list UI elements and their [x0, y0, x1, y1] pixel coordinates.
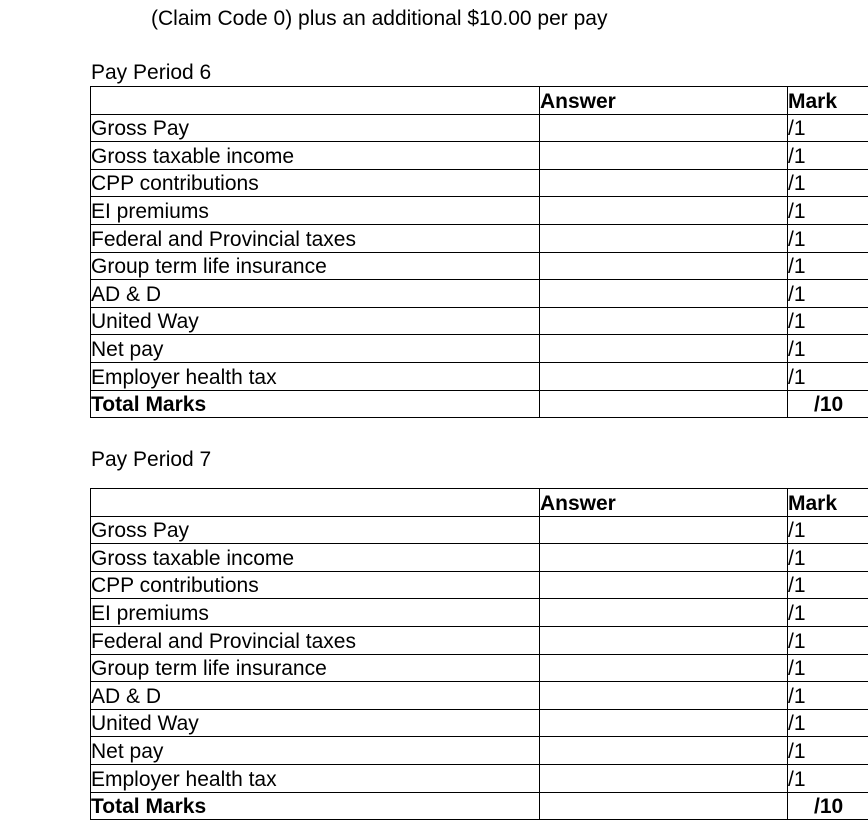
row-label: EI premiums [91, 197, 540, 225]
mark-cell: /1 [788, 682, 868, 710]
mark-cell: /1 [788, 709, 868, 737]
row-label: Net pay [91, 737, 540, 765]
row-label: Employer health tax [91, 362, 540, 390]
header-answer: Answer [540, 489, 788, 517]
answer-cell[interactable] [540, 709, 788, 737]
table-row [91, 764, 868, 792]
answer-cell[interactable] [540, 335, 788, 363]
table-row [91, 362, 868, 390]
mark-cell: /1 [788, 571, 868, 599]
table-row [91, 169, 868, 197]
table-row [91, 280, 868, 308]
header-label-cell [91, 489, 540, 517]
mark-cell: /1 [788, 516, 868, 544]
answer-cell[interactable] [540, 654, 788, 682]
mark-cell: /1 [788, 737, 868, 765]
table-row [91, 307, 868, 335]
table-row [91, 571, 868, 599]
table-row [91, 544, 868, 572]
header-answer: Answer [540, 87, 788, 115]
answer-cell[interactable] [540, 307, 788, 335]
total-answer-cell[interactable] [540, 390, 788, 418]
table-row [91, 737, 868, 765]
answer-cell[interactable] [540, 599, 788, 627]
mark-cell: /1 [788, 654, 868, 682]
answer-cell[interactable] [540, 626, 788, 654]
row-label: EI premiums [91, 599, 540, 627]
header-label-cell [91, 87, 540, 115]
table-row [91, 335, 868, 363]
row-label: United Way [91, 709, 540, 737]
row-label: Gross taxable income [91, 544, 540, 572]
mark-cell: /1 [788, 197, 868, 225]
table-row [91, 654, 868, 682]
row-label: CPP contributions [91, 169, 540, 197]
table-row [91, 709, 868, 737]
row-label: Gross Pay [91, 516, 540, 544]
row-label: United Way [91, 307, 540, 335]
total-mark: /10 [788, 390, 868, 418]
table-row [91, 197, 868, 225]
answer-cell[interactable] [540, 571, 788, 599]
mark-cell: /1 [788, 599, 868, 627]
answer-cell[interactable] [540, 142, 788, 170]
mark-cell: /1 [788, 252, 868, 280]
marks-table-pay-period-7 [90, 488, 868, 820]
row-label: CPP contributions [91, 571, 540, 599]
mark-cell: /1 [788, 362, 868, 390]
total-label: Total Marks [91, 390, 540, 418]
mark-cell: /1 [788, 626, 868, 654]
answer-cell[interactable] [540, 252, 788, 280]
mark-cell: /1 [788, 224, 868, 252]
table-row [91, 252, 868, 280]
table-row [91, 114, 868, 142]
table-header-row [91, 87, 868, 115]
answer-cell[interactable] [540, 362, 788, 390]
answer-cell[interactable] [540, 197, 788, 225]
section-title-pay-period-7: Pay Period 7 [91, 448, 212, 471]
answer-cell[interactable] [540, 737, 788, 765]
answer-cell[interactable] [540, 224, 788, 252]
header-mark: Mark [788, 489, 868, 517]
total-answer-cell[interactable] [540, 792, 788, 820]
mark-cell: /1 [788, 544, 868, 572]
answer-cell[interactable] [540, 764, 788, 792]
row-label: Federal and Provincial taxes [91, 626, 540, 654]
answer-cell[interactable] [540, 169, 788, 197]
answer-cell[interactable] [540, 280, 788, 308]
total-row [91, 390, 868, 418]
total-row [91, 792, 868, 820]
table-row [91, 626, 868, 654]
row-label: Gross Pay [91, 114, 540, 142]
mark-cell: /1 [788, 114, 868, 142]
table-row [91, 682, 868, 710]
mark-cell: /1 [788, 335, 868, 363]
mark-cell: /1 [788, 764, 868, 792]
row-label: AD & D [91, 280, 540, 308]
mark-cell: /1 [788, 142, 868, 170]
section-title-pay-period-6: Pay Period 6 [91, 61, 212, 84]
answer-cell[interactable] [540, 516, 788, 544]
answer-cell[interactable] [540, 544, 788, 572]
mark-cell: /1 [788, 307, 868, 335]
table-row [91, 142, 868, 170]
total-mark: /10 [788, 792, 868, 820]
row-label: Gross taxable income [91, 142, 540, 170]
row-label: Federal and Provincial taxes [91, 224, 540, 252]
mark-cell: /1 [788, 280, 868, 308]
answer-cell[interactable] [540, 682, 788, 710]
header-mark: Mark [788, 87, 868, 115]
table-row [91, 516, 868, 544]
row-label: Group term life insurance [91, 252, 540, 280]
marks-table-pay-period-6 [90, 86, 868, 418]
table-row [91, 224, 868, 252]
row-label: Group term life insurance [91, 654, 540, 682]
row-label: AD & D [91, 682, 540, 710]
mark-cell: /1 [788, 169, 868, 197]
intro-text: (Claim Code 0) plus an additional $10.00 per pay [151, 7, 608, 30]
answer-cell[interactable] [540, 114, 788, 142]
table-row [91, 599, 868, 627]
row-label: Employer health tax [91, 764, 540, 792]
total-label: Total Marks [91, 792, 540, 820]
table-header-row [91, 489, 868, 517]
row-label: Net pay [91, 335, 540, 363]
